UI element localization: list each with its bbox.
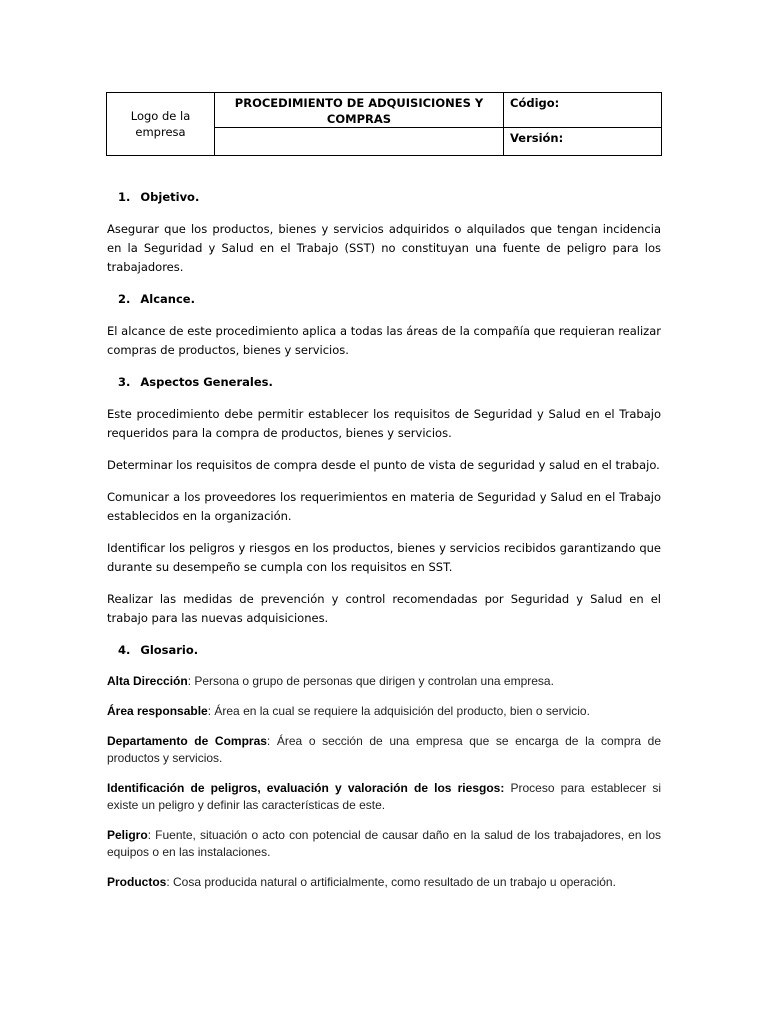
- section-number: 1.: [118, 190, 131, 204]
- paragraph: Determinar los requisitos de compra desde el punto de vista de seguridad y salud en el trabajo.: [107, 458, 660, 472]
- glossary-definition: : Cosa producida natural o artificialmente, como resultado de un trabajo u operación.: [166, 875, 616, 889]
- section-heading-glosario: [107, 641, 661, 660]
- glossary-entry: [107, 874, 661, 891]
- section-title: Objetivo.: [140, 190, 200, 204]
- section-title: Alcance.: [140, 292, 195, 306]
- paragraph: Comunicar a los proveedores los requerimientos en materia de Seguridad y Salud en el Trabajo establecidos en la organización.: [107, 490, 661, 523]
- glossary-term: Área responsable: [107, 704, 208, 718]
- glossary-definition: : Área en la cual se requiere la adquisición del producto, bien o servicio.: [207, 704, 590, 718]
- paragraph: Asegurar que los productos, bienes y servicios adquiridos o alquilados que tengan incidencia en la Seguridad y Salud en el Trabajo (SST) no constituyan una fuente de peligro para los trabajadores.: [107, 222, 661, 274]
- section-heading-objetivo: [107, 188, 661, 207]
- section-number: 2.: [118, 292, 131, 306]
- version-label: Versión:: [504, 128, 662, 156]
- glossary-term: Departamento de Compras: [107, 734, 267, 748]
- glossary-entry: [107, 780, 661, 814]
- document-header-table: [106, 92, 662, 156]
- document-title: PROCEDIMIENTO DE ADQUISICIONES Y COMPRAS: [215, 93, 504, 128]
- glossary-definition: : Área o sección de una empresa que se encarga de la compra de productos y servicios.: [107, 734, 661, 765]
- paragraph: El alcance de este procedimiento aplica a todas las áreas de la compañía que requieran realizar compras de productos, bienes y servicios.: [107, 324, 661, 357]
- glossary-entry: [107, 673, 661, 690]
- section-title: Aspectos Generales.: [140, 375, 273, 389]
- glossary-definition: Proceso para establecer si existe un peligro y definir las características de este.: [107, 781, 662, 812]
- section-number: 4.: [118, 643, 131, 657]
- paragraph: Realizar las medidas de prevención y control recomendadas por Seguridad y Salud en el trabajo para las nuevas adquisiciones.: [107, 592, 661, 625]
- section-number: 3.: [118, 375, 131, 389]
- section-heading-alcance: [107, 290, 661, 309]
- glossary-entry: [107, 733, 661, 767]
- glossary-entry: [107, 703, 661, 720]
- glossary-term: Alta Dirección: [107, 674, 188, 688]
- glossary-definition: : Persona o grupo de personas que dirigen y controlan una empresa.: [187, 674, 554, 688]
- code-label: Código:: [504, 93, 662, 128]
- glossary-entry: [107, 827, 661, 861]
- paragraph: Este procedimiento debe permitir establecer los requisitos de Seguridad y Salud en el Trabajo requeridos para la compra de productos, bienes y servicios.: [107, 407, 661, 440]
- document-body: [107, 188, 661, 904]
- section-heading-aspectos-generales: [107, 373, 661, 392]
- glossary-definition: : Fuente, situación o acto con potencial de causar daño en la salud de los trabajadores, en los equipos o en las instalaciones.: [107, 828, 661, 859]
- glossary-term: Identificación de peligros, evaluación y valoración de los riesgos:: [107, 781, 505, 795]
- title-empty-cell: [215, 128, 504, 156]
- paragraph: Identificar los peligros y riesgos en los productos, bienes y servicios recibidos garantizando que durante su desempeño se cumpla con los requisitos en SST.: [107, 541, 661, 574]
- section-title: Glosario.: [140, 643, 199, 657]
- logo-placeholder: Logo de la empresa: [107, 93, 215, 156]
- glossary-term: Peligro: [107, 828, 148, 842]
- glossary-term: Productos: [107, 875, 167, 889]
